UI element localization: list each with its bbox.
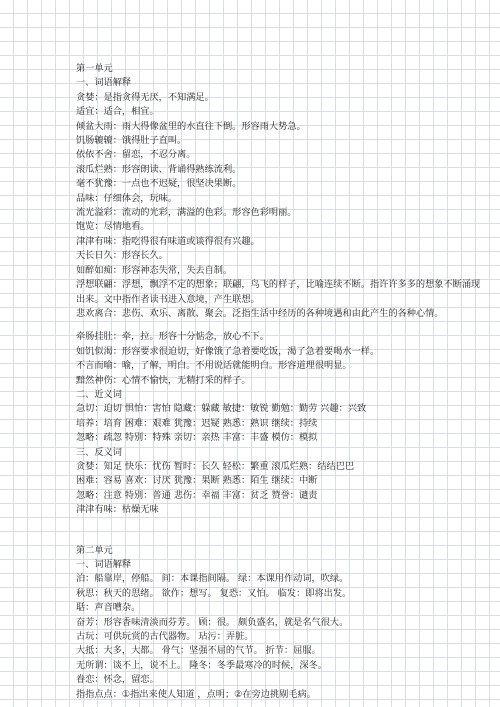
vocab-entry: 无所谓：谈不上，说不上。 隆冬：冬季最寒冷的时候，深冬。: [76, 659, 327, 671]
vocab-entry: 浮想联翩：浮想，飘浮不定的想象；联翩，鸟飞的样子，比喻连续不断。指许许多多的想象不断涌现出来。文中指作者读书进入意境，产生联想。: [76, 279, 481, 305]
vocab-entry: 滚瓜烂熟：形容朗读、背诵得熟练流利。: [76, 163, 242, 175]
vocab-entry: 毫不犹豫：一点也不迟疑，很坚决果断。: [76, 178, 242, 190]
vocab-entry: 秋思：秋天的思绪。 欲作：想写。 复恐：又怕。 临发：即将出发。: [76, 587, 352, 599]
vocab-entry: 眷恋：怀念，留恋。: [76, 674, 159, 686]
vocab-entry: 古玩：可供玩赏的古代器物。 玷污：弄脏。: [76, 631, 254, 643]
unit2-title: 第二单元: [76, 544, 113, 556]
vocab-entry: 奋芳：形容香味清淡而芬芳。 顾：很。 颇负盛名，就是名气很大。: [76, 616, 349, 628]
vocab-entry: 黯然神伤：心情不愉快，无精打采的样子。: [76, 374, 251, 386]
vocab-entry: 牵肠挂肚：牵，拉。形容十分惦念，放心不下。: [76, 331, 269, 343]
vocab-entry: 津津有味：指吃得很有味道或谈得很有兴趣。: [76, 235, 260, 247]
vocab-entry: 天长日久：形容长久。: [76, 250, 168, 262]
synonym-row: 急切：迫切 惧怕：害怕 隐藏：躲藏 敏捷：敏锐 勤勉：勤劳 兴趣：兴致: [76, 403, 367, 415]
vocab-entry: 悲欢离合：悲伤、欢乐、离散、聚会。泛指生活中经历的各种境遇和由此产生的各种心情。: [76, 307, 444, 319]
vocab-entry: 泊：船靠岸，停船。 间：本课指间隔。 绿：本课用作动词，吹绿。: [76, 573, 349, 585]
spacer: [76, 518, 486, 544]
unit1-title: 第一单元: [76, 63, 113, 74]
vocab-entry: 指指点点：①指出来使人知道 ，点明；②在旁边挑剔毛病。: [76, 688, 316, 700]
vocab-entry: 贪婪：是指贪得无厌，不知满足。: [76, 91, 214, 103]
spacer: [76, 321, 486, 330]
antonym-row: 困难：容易 喜欢：讨厌 犹豫：果断 熟悉：陌生 继续：中断: [76, 475, 318, 487]
unit2-section1-heading: 一、词语解释: [76, 559, 132, 570]
vocab-entry: 依依不舍：留恋，不忍分离。: [76, 149, 196, 161]
unit1-section1-heading: 一、词语解释: [76, 77, 132, 89]
synonym-row: 忽略：疏忽 特别：特殊 亲切：亲热 丰富：丰盛 模仿：模拟: [76, 432, 318, 444]
vocab-entry: 不言而喻：喻，了解，明白。不用说话就能明白。形容道理很明显。: [76, 360, 352, 372]
vocab-entry: 如醉如痴：形容神态失常，失去自制。: [76, 264, 233, 276]
vocab-entry: 品味：仔细体会，玩味。: [76, 192, 178, 204]
synonym-heading: 二、近义词: [76, 388, 122, 400]
vocab-entry: 如饥似渴：形容要求很迫切，好像饿了急着要吃饭，渴了急着要喝水一样。: [76, 345, 380, 357]
document-page: [76, 62, 486, 702]
synonym-row: 培养：培育 困难：艰难 犹豫：迟疑 熟悉：熟识 继续：持续: [76, 417, 318, 429]
antonym-heading: 三、反义词: [76, 446, 122, 458]
vocab-entry: 适宜：适合，相宜。: [76, 106, 159, 118]
antonym-row: 忽略：注意 特别：普通 悲伤：幸福 丰富：贫乏 赞誉：谴责: [76, 489, 318, 501]
vocab-entry: 流光溢彩：流动的光彩，满溢的色彩。形容色彩明丽。: [76, 207, 297, 219]
vocab-entry: 饱览：尽情地看。: [76, 221, 150, 233]
vocab-entry: 聒：声音嘈杂。: [76, 602, 141, 614]
vocab-entry: 大抵：大多，大都。 骨气：坚强不屈的气节。 折节：屈服。: [76, 645, 321, 657]
vocab-entry: 倾盆大雨：雨大得像盆里的水直往下倒。形容雨大势急。: [76, 120, 306, 132]
vocab-entry: 饥肠辘辘：饿得肚子直叫。: [76, 135, 187, 147]
antonym-row: 津津有味：枯燥无味: [76, 504, 159, 516]
antonym-row: 贪婪：知足 快乐：忧伤 暂时：长久 轻松：繁重 滚瓜烂熟：结结巴巴: [76, 460, 355, 472]
